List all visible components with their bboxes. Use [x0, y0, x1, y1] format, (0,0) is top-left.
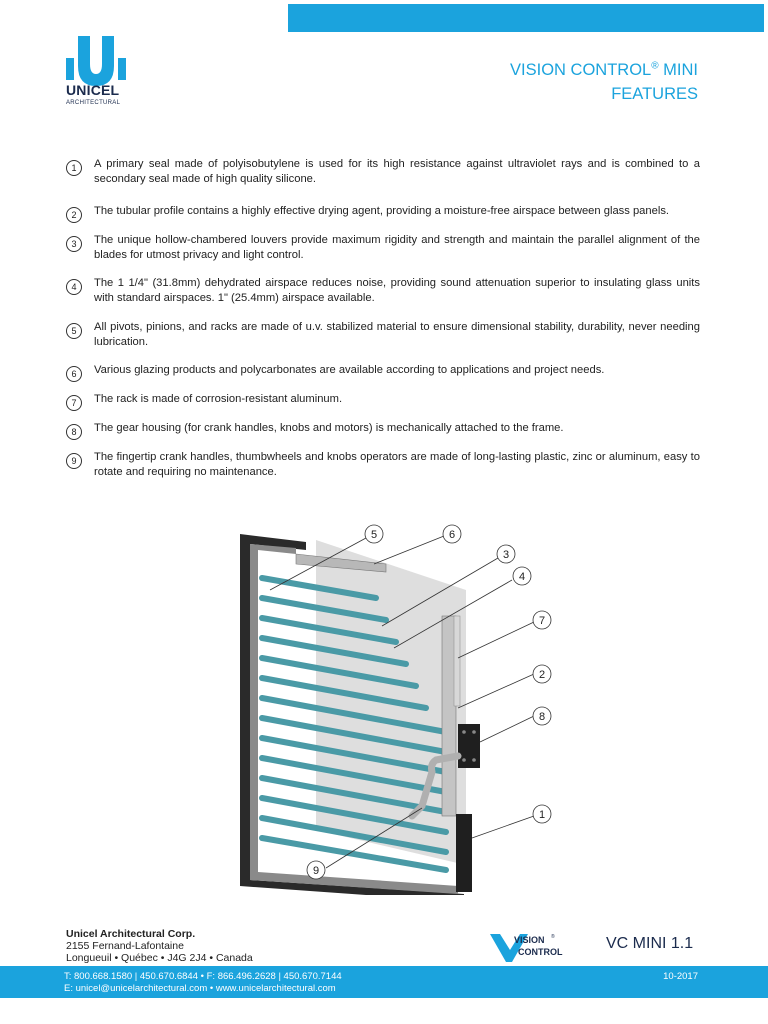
- feature-text: The fingertip crank handles, thumbwheels and knobs operators are made of long-lasting plastic, zinc or aluminum, easy to rotate and requiring no maintenance.: [94, 451, 700, 478]
- callout-label: 1: [538, 809, 546, 821]
- feature-text: The gear housing (for crank handles, knobs and motors) is mechanically attached to the frame.: [94, 422, 564, 434]
- feature-number-badge: 4: [66, 279, 82, 295]
- callout-marker: [443, 525, 461, 543]
- company-address: [66, 928, 253, 964]
- callout-label: 8: [538, 711, 546, 723]
- address-line-2: Longueuil • Québec • J4G 2J4 • Canada: [66, 952, 253, 964]
- page-title: [510, 58, 698, 106]
- feature-number-badge: 2: [66, 207, 82, 223]
- registered-mark: ®: [651, 60, 659, 72]
- callout-marker: [307, 861, 325, 879]
- vision-control-logo-icon: [488, 928, 580, 968]
- callout-label: 6: [448, 529, 456, 541]
- callout-label: 7: [538, 615, 546, 627]
- feature-number-badge: 9: [66, 453, 82, 469]
- callout-marker: [533, 611, 551, 629]
- feature-item: [64, 392, 700, 411]
- callout-marker: [365, 525, 383, 543]
- feature-number-badge: 1: [66, 160, 82, 176]
- feature-text: A primary seal made of polyisobutylene is used for its high resistance against ultraviolet rays and is combined to a secondary seal made of high quality silicone.: [94, 158, 700, 185]
- feature-text: All pivots, pinions, and racks are made of u.v. stabilized material to ensure dimensional stability, durability, never needing lubrication.: [94, 321, 700, 348]
- feature-number-badge: 6: [66, 366, 82, 382]
- title-line1-main: VISION CONTROL: [510, 61, 652, 79]
- feature-number-badge: 3: [66, 236, 82, 252]
- vc-logo-reg: ®: [551, 934, 555, 940]
- feature-item: [64, 450, 700, 480]
- window-cutaway-diagram: [236, 520, 566, 895]
- feature-item: [64, 421, 700, 440]
- feature-number-badge: 8: [66, 424, 82, 440]
- callout-marker: [533, 707, 551, 725]
- feature-text: The 1 1/4" (31.8mm) dehydrated airspace reduces noise, providing sound attenuation superior to insulating glass units with standard airspaces. 1" (25.4mm) airspace available.: [94, 277, 700, 304]
- feature-item: [64, 157, 700, 187]
- callout-label: 3: [502, 549, 510, 561]
- gear-housing: [458, 724, 480, 768]
- callout-label: 2: [538, 669, 546, 681]
- header-accent-bar: [288, 4, 764, 32]
- feature-item: [64, 233, 700, 263]
- feature-number-badge: 5: [66, 323, 82, 339]
- callout-marker: [513, 567, 531, 585]
- callout-marker: [533, 665, 551, 683]
- brand-subtitle: ARCHITECTURAL: [66, 100, 121, 106]
- callout-label: 4: [518, 571, 526, 583]
- feature-item: [64, 363, 700, 382]
- model-number: VC MINI 1.1: [606, 935, 694, 952]
- callout-marker: [533, 805, 551, 823]
- email-website: E: unicel@unicelarchitectural.com • www.unicelarchitectural.com: [64, 983, 336, 994]
- callout-label: 9: [312, 865, 320, 877]
- feature-item: [64, 276, 700, 306]
- feature-text: The unique hollow-chambered louvers provide maximum rigidity and strength and maintain the parallel alignment of the blades for utmost privacy and light control.: [94, 234, 700, 261]
- footer-contact-bar: [0, 966, 768, 998]
- brand-name: UNICEL: [66, 82, 120, 98]
- feature-item: [64, 320, 700, 350]
- contact-info: [64, 971, 342, 995]
- feature-item: [64, 204, 700, 223]
- address-line-1: 2155 Fernand-Lafontaine: [66, 940, 184, 952]
- callout-label: 5: [370, 529, 378, 541]
- right-seal: [456, 814, 472, 892]
- feature-text: The tubular profile contains a highly effective drying agent, providing a moisture-free airspace between glass panels.: [94, 205, 670, 217]
- feature-text: The rack is made of corrosion-resistant aluminum.: [94, 393, 343, 405]
- unicel-logo-icon: [64, 30, 128, 110]
- title-line1-suffix: MINI: [658, 61, 698, 79]
- phone-fax: T: 800.668.1580 | 450.670.6844 • F: 866.496.2628 | 450.670.7144: [64, 971, 342, 982]
- revision-date: 10-2017: [663, 971, 698, 982]
- callout-marker: [497, 545, 515, 563]
- vc-logo-line2: CONTROL: [518, 947, 563, 957]
- feature-text: Various glazing products and polycarbonates are available according to applications and project needs.: [94, 364, 605, 376]
- title-line2: FEATURES: [611, 85, 698, 103]
- vc-logo-line1: VISION: [514, 935, 545, 945]
- feature-number-badge: 7: [66, 395, 82, 411]
- company-name: Unicel Architectural Corp.: [66, 928, 196, 940]
